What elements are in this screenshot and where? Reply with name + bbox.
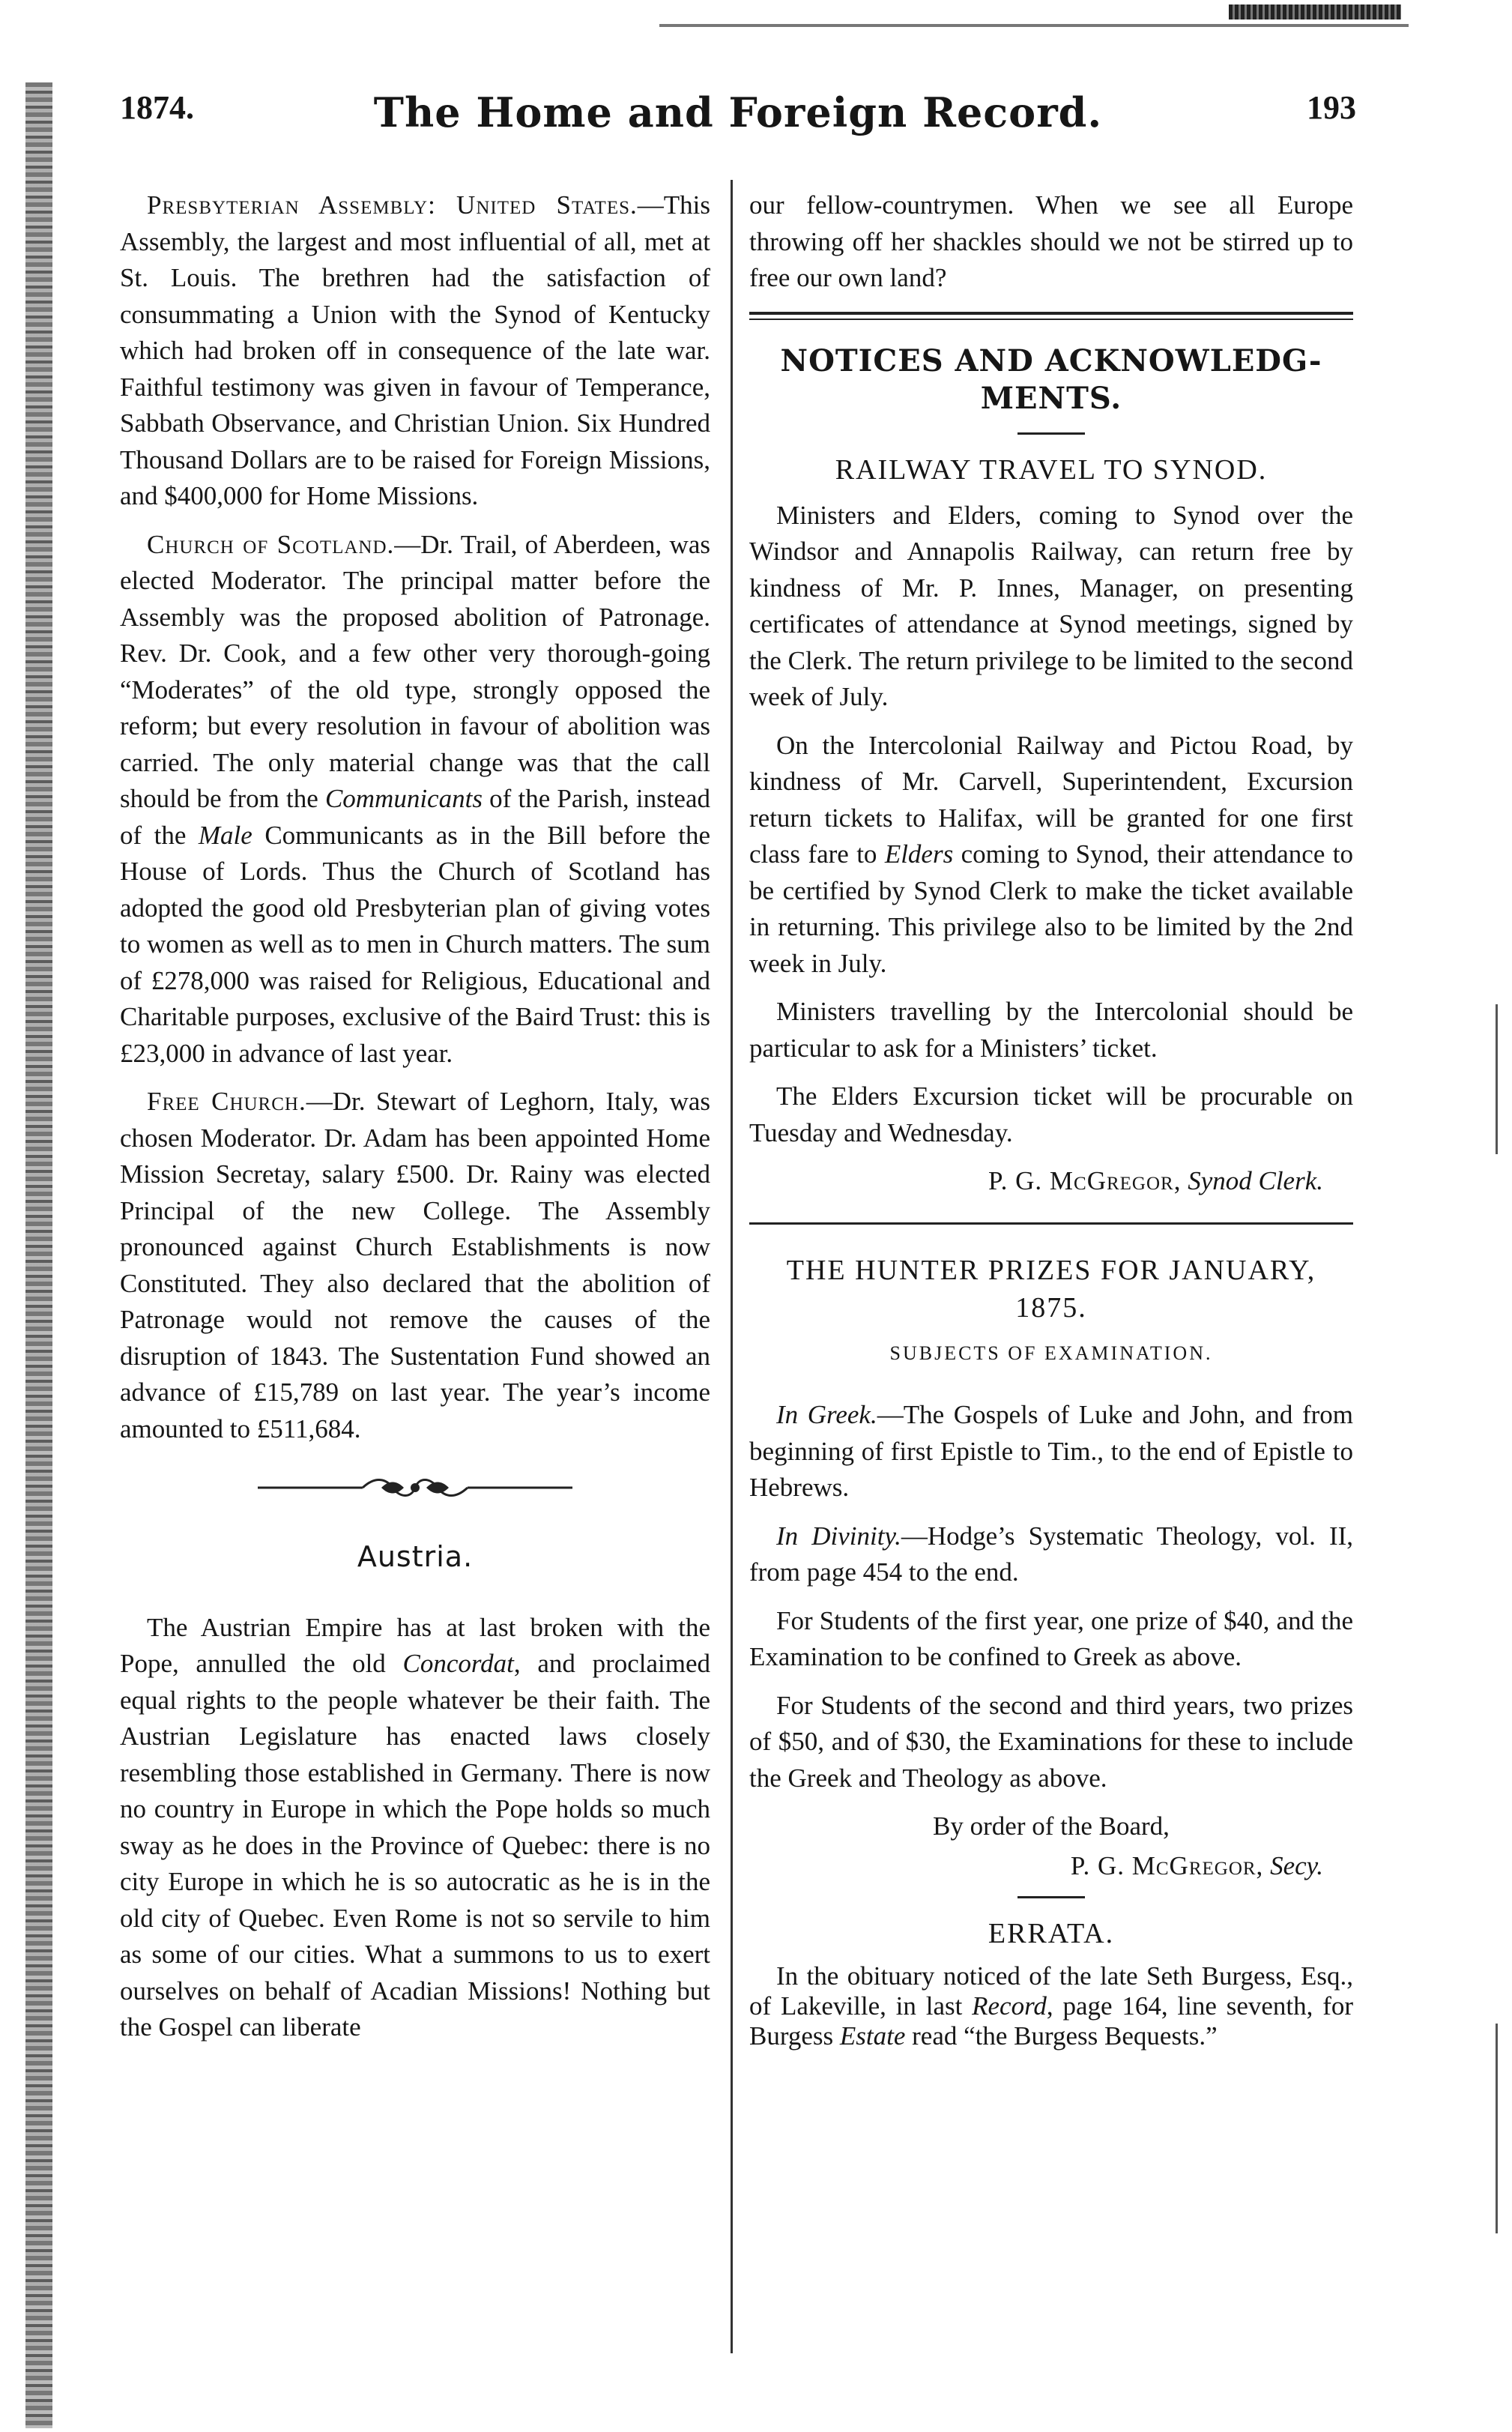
signature-secretary [749, 1848, 1353, 1885]
paragraph-railway-1: Ministers and Elders, coming to Synod over the Windsor and Annapolis Railway, can return free by kindness of Mr. P. Innes, Manager, on presenting certificates of attendance at Synod meetings, signed by the Clerk. The return privilege to be limited to the second week of July. [749, 500, 1353, 711]
right-edge-mark [1496, 2024, 1498, 2233]
paragraph-text: , and proclaimed equal rights to the people whatever be their faith. The Austrian Legislature has enacted laws closely resembling those established in Germany. There is now no country in Europe in which the Pope holds so much sway as he does in the Province of Quebec: there is no city Europe in which he is so autocratic as he is in the old city of Quebec. Even Rome is not so servile to him as some of our cities. What a summons to us to exert ourselves on behalf of Acadian Missions! Nothing but the Gospel can liberate [120, 1649, 710, 2042]
paragraph-text: —This Assembly, the largest and most influential of all, met at St. Louis. The brethren had the satisfaction of consummating a Union with the Synod of Kentucky which had broken off in consequence of the late war. Faithful testimony was given in favour of Temperance, Sabbath Observance, and Christian Union. Six Hundred Thousand Dollars are to be raised for Foreign Missions, and $400,000 for Home Missions. [120, 190, 710, 510]
header-year: 1874. [120, 89, 194, 126]
signature-title: Synod Clerk. [1188, 1166, 1323, 1195]
by-order-line: By order of the Board, [933, 1811, 1170, 1841]
signature-title: Secy. [1270, 1850, 1323, 1880]
paragraph-austria [120, 1610, 710, 2046]
page-header [120, 88, 1356, 148]
italic-text: Male [198, 820, 252, 850]
paragraph-lead: Free Church. [147, 1087, 306, 1116]
paragraph-continuation: our fellow-countrymen. When we see all Europe throwing off her shackles should we not be stirred up to free our own land? [749, 190, 1353, 292]
ornamental-divider [120, 1473, 710, 1503]
masthead-title: The Home and Foreign Record. [373, 88, 1103, 136]
italic-text: Concordat [402, 1649, 514, 1678]
ornament-flourish-icon [258, 1474, 572, 1501]
short-rule-divider [1017, 1896, 1085, 1898]
paragraph-text: —Hodge’s Systematic Theology, vol. II, from page 454 to the end. [749, 1521, 1353, 1587]
paragraph-text: On the Intercolonial Railway and Pictou Road, by kindness of Mr. Carvell, Superintendent, Excursion return tickets to Halifax, will be granted for one first class fare to [749, 730, 1353, 869]
paragraph-text: coming to Synod, their attendance to be certified by Synod Clerk to make the ticket available in returning. This privilege also to be limited by the 2nd week in July. [749, 839, 1353, 978]
heading-errata: ERRATA. [988, 1918, 1115, 1949]
signature-name: P. G. McGregor, [1070, 1850, 1264, 1880]
paragraph-presbyterian-assembly [120, 187, 710, 515]
paragraph-lead: Church of Scotland. [147, 529, 395, 559]
signature-synod-clerk [749, 1163, 1353, 1200]
heading-hunter-prizes: THE HUNTER PRIZES FOR JANUARY, 1875. [786, 1254, 1316, 1324]
paragraph-railway-3: Ministers travelling by the Intercolonial should be particular to ask for a Ministers’ ticket. [749, 997, 1353, 1063]
paragraph-text: The Austrian Empire has at last broken with the Pope, annulled the old [120, 1612, 710, 1678]
page-number: 193 [1307, 89, 1356, 126]
italic-label: In Divinity. [776, 1521, 901, 1551]
paragraph-text: Communicants as in the Bill before the House of Lords. Thus the Church of Scotland has adopted the good old Presbyterian plan of giving votes to women as well as to men in Church matters. The sum of £278,000 was raised for Religious, Educational and Charitable purposes, exclusive of the Baird Trust: this is £23,000 in advance of last year. [120, 820, 710, 1068]
heading-railway-travel: RAILWAY TRAVEL TO SYNOD. [835, 453, 1268, 486]
subheading-subjects: SUBJECTS OF EXAMINATION. [889, 1342, 1213, 1364]
paragraph-text: —Dr. Trail, of Aberdeen, was elected Moderator. The principal matter before the Assembly was the proposed abolition of Patronage. Rev. Dr. Cook, and a few other very thorough-going “Moderates” of the old type, strongly opposed the reform; but every resolution in favour of abolition was carried. The only material change was that the call should be from the [120, 529, 710, 813]
paragraph-church-of-scotland [120, 527, 710, 1072]
paragraph-text: —The Gospels of Luke and John, and from beginning of first Epistle to Tim., to the end of Epistle to Hebrews. [749, 1400, 1354, 1502]
column-divider [731, 180, 733, 2353]
paragraph-divinity [749, 1518, 1353, 1591]
paragraph-greek [749, 1397, 1353, 1506]
italic-text: Elders [884, 839, 954, 869]
paragraph-errata [749, 1961, 1353, 2051]
italic-text: Record [972, 1991, 1047, 2021]
right-edge-mark [1496, 1004, 1498, 1154]
left-column [120, 187, 710, 2058]
italic-text: Estate [839, 2021, 906, 2051]
short-rule-divider [1017, 432, 1085, 435]
paragraph-lead: Presbyterian Assembly: United States. [147, 190, 638, 220]
page-binding-edge [25, 82, 52, 2428]
rule-divider [749, 1222, 1353, 1225]
right-column [749, 187, 1353, 2063]
paragraph-students-1: For Students of the first year, one prize of $40, and the Examination to be confined to Greek as above. [749, 1605, 1353, 1671]
double-rule-divider [749, 312, 1353, 320]
italic-label: In Greek. [776, 1400, 877, 1429]
paragraph-text: , page 164, line seventh, for Burgess [749, 1991, 1354, 2051]
top-edge-thin-rule [659, 24, 1409, 27]
paragraph-text: In the obituary noticed of the late Seth Burgess, Esq., of Lakeville, in last [749, 1961, 1353, 2021]
section-heading-austria: Austria. [357, 1540, 474, 1573]
paragraph-text: read “the Burgess Bequests.” [905, 2021, 1218, 2051]
signature-name: P. G. McGregor, [988, 1166, 1182, 1195]
section-heading-notices: NOTICES AND ACKNOWLEDG-MENTS. [780, 343, 1322, 416]
italic-text: Communicants [324, 784, 483, 813]
paragraph-text: of the Parish, instead of the [120, 784, 710, 850]
paragraph-railway-4: The Elders Excursion ticket will be procurable on Tuesday and Wednesday. [749, 1081, 1353, 1147]
paragraph-railway-2 [749, 728, 1353, 983]
top-edge-scan-rule [1229, 4, 1401, 19]
paragraph-students-2: For Students of the second and third years, two prizes of $50, and of $30, the Examinations for these to include the Greek and Theology as above. [749, 1690, 1353, 1793]
paragraph-free-church [120, 1084, 710, 1447]
paragraph-text: —Dr. Stewart of Leghorn, Italy, was chosen Moderator. Dr. Adam has been appointed Home Mission Secretay, salary £500. Dr. Rainy was elected Principal of the new College. The Assembly pronounced against Church Establishments is now Constituted. They also declared that the abolition of Patronage would not remove the causes of the disruption of 1843. The Sustentation Fund showed an advance of £15,789 on last year. The year’s income amounted to £511,684. [120, 1087, 711, 1443]
